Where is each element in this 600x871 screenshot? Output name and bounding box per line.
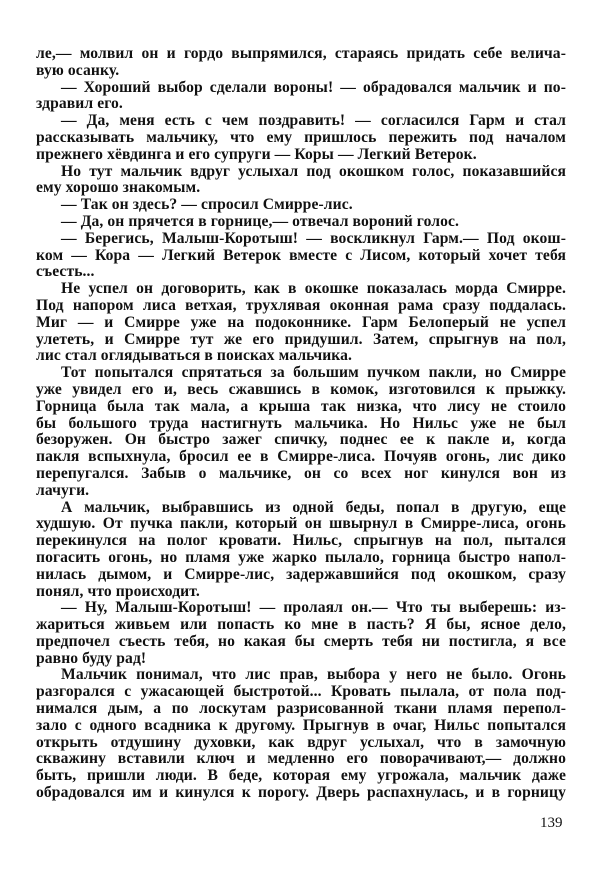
text-line: открыть отдушину духовки, как вдруг услыхал, что в замочную: [36, 733, 566, 751]
text-line: бы большого труда настигнуть мальчика. Но Нильс уже не был: [36, 414, 566, 432]
text-line: Горница была так мала, а крыша так низка, что лису не стоило: [36, 397, 566, 415]
text-line: понял, что происходит.: [36, 582, 200, 600]
text-line: уже увидел его и, весь сжавшись в комок, изготовился к прыжку.: [36, 380, 566, 398]
text-line: худшую. От пучка пакли, который он швырнул в Смирре-лиса, огонь: [36, 515, 566, 533]
text-line: Миг — и Смирре уже на подоконнике. Гарм Белоперый не успел: [36, 313, 566, 331]
text-line: съесть...: [36, 263, 95, 281]
text-line: погасить огонь, но пламя уже жарко пылало, горница быстро напол-: [36, 548, 566, 566]
text-line: — Хороший выбор сделали вороны! — обрадовался мальчик и по-: [61, 78, 566, 96]
text-line: А мальчик, выбравшись из одной беды, попал в другую, еще: [61, 498, 566, 516]
text-line: Под напором лиса ветхая, трухлявая оконная рама сразу поддалась.: [36, 296, 566, 314]
text-line: нилась дымом, и Смирре-лис, задержавшийся под окошком, сразу: [36, 565, 566, 583]
text-line: жариться живьем или попасть ко мне в пасть? Я бы, ясное дело,: [36, 616, 566, 634]
text-line: лачуги.: [36, 481, 90, 499]
text-line: — Да, он прячется в горнице,— отвечал вороний голос.: [61, 212, 460, 230]
text-line: перепугался. Забыв о мальчике, он со всех ног кинулся вон из: [36, 464, 566, 482]
text-line: вую осанку.: [36, 61, 120, 79]
text-line: разгорался с ужасающей быстротой... Кровать пылала, от пола под-: [36, 683, 566, 701]
text-line: равно буду рад!: [36, 649, 147, 667]
text-line: — Берегись, Малыш-Коротыш! — воскликнул Гарм.— Под окош-: [61, 229, 566, 247]
text-line: Мальчик понимал, что лис прав, выбора у него не было. Огонь: [61, 666, 566, 684]
page-number: 139: [540, 815, 563, 831]
text-line: нимался дым, а по лоскутам разрисованной ткани пламя перепол-: [36, 700, 566, 718]
text-line: Тот попытался спрятаться за большим пучком пакли, но Смирре: [61, 364, 566, 382]
text-line: предпочел съесть тебя, но какая бы смерть тебя ни постигла, я все: [36, 632, 566, 650]
text-line: зало с одного всадника к другому. Прыгнув в очаг, Нильс попытался: [36, 716, 566, 734]
text-line: скважину вставили ключ и медленно его поворачивают,— должно: [36, 750, 566, 768]
text-line: — Да, меня есть с чем поздравить! — согласился Гарм и стал: [61, 112, 566, 130]
text-line: прежнего хёвдинга и его супруги — Коры — Легкий Ветерок.: [36, 145, 477, 163]
text-line: — Ну, Малыш-Коротыш! — пролаял он.— Что ты выберешь: из-: [61, 599, 566, 617]
text-line: перекинулся на полог кровати. Нильс, спрыгнув на пол, пытался: [36, 532, 566, 550]
text-line: Но тут мальчик вдруг услыхал под окошком голос, показавшийся: [61, 162, 566, 180]
text-line: лис стал оглядываться в поисках мальчика.: [36, 347, 353, 365]
text-line: пакля вспыхнула, бросил ее в Смирре-лиса. Почуяв огонь, лис дико: [36, 448, 566, 466]
text-line: безоружен. Он быстро зажег спичку, поднес ее к пакле и, когда: [36, 431, 566, 449]
text-line: — Так он здесь? — спросил Смирре-лис.: [61, 196, 353, 214]
text-line: ему хорошо знакомым.: [36, 179, 201, 197]
text-line: здравил его.: [36, 95, 123, 113]
text-line: улететь, и Смирре тут же его придушил. Затем, спрыгнув на пол,: [36, 330, 566, 348]
text-line: Не успел он договорить, как в окошке показалась морда Смирре.: [61, 280, 566, 298]
text-line: рассказывать мальчику, что ему пришлось пережить под началом: [36, 128, 566, 146]
book-page-text: [36, 46, 566, 802]
text-line: ле,— молвил он и гордо выпрямился, стараясь придать себе велича-: [36, 45, 566, 62]
text-line: быть, пришли люди. В беде, которая ему угрожала, мальчик даже: [36, 767, 566, 785]
text-line: ком — Кора — Легкий Ветерок вместе с Лисом, который хочет тебя: [36, 246, 566, 264]
text-line: обрадовался им и кинулся к порогу. Дверь распахнулась, и в горницу: [36, 784, 566, 802]
